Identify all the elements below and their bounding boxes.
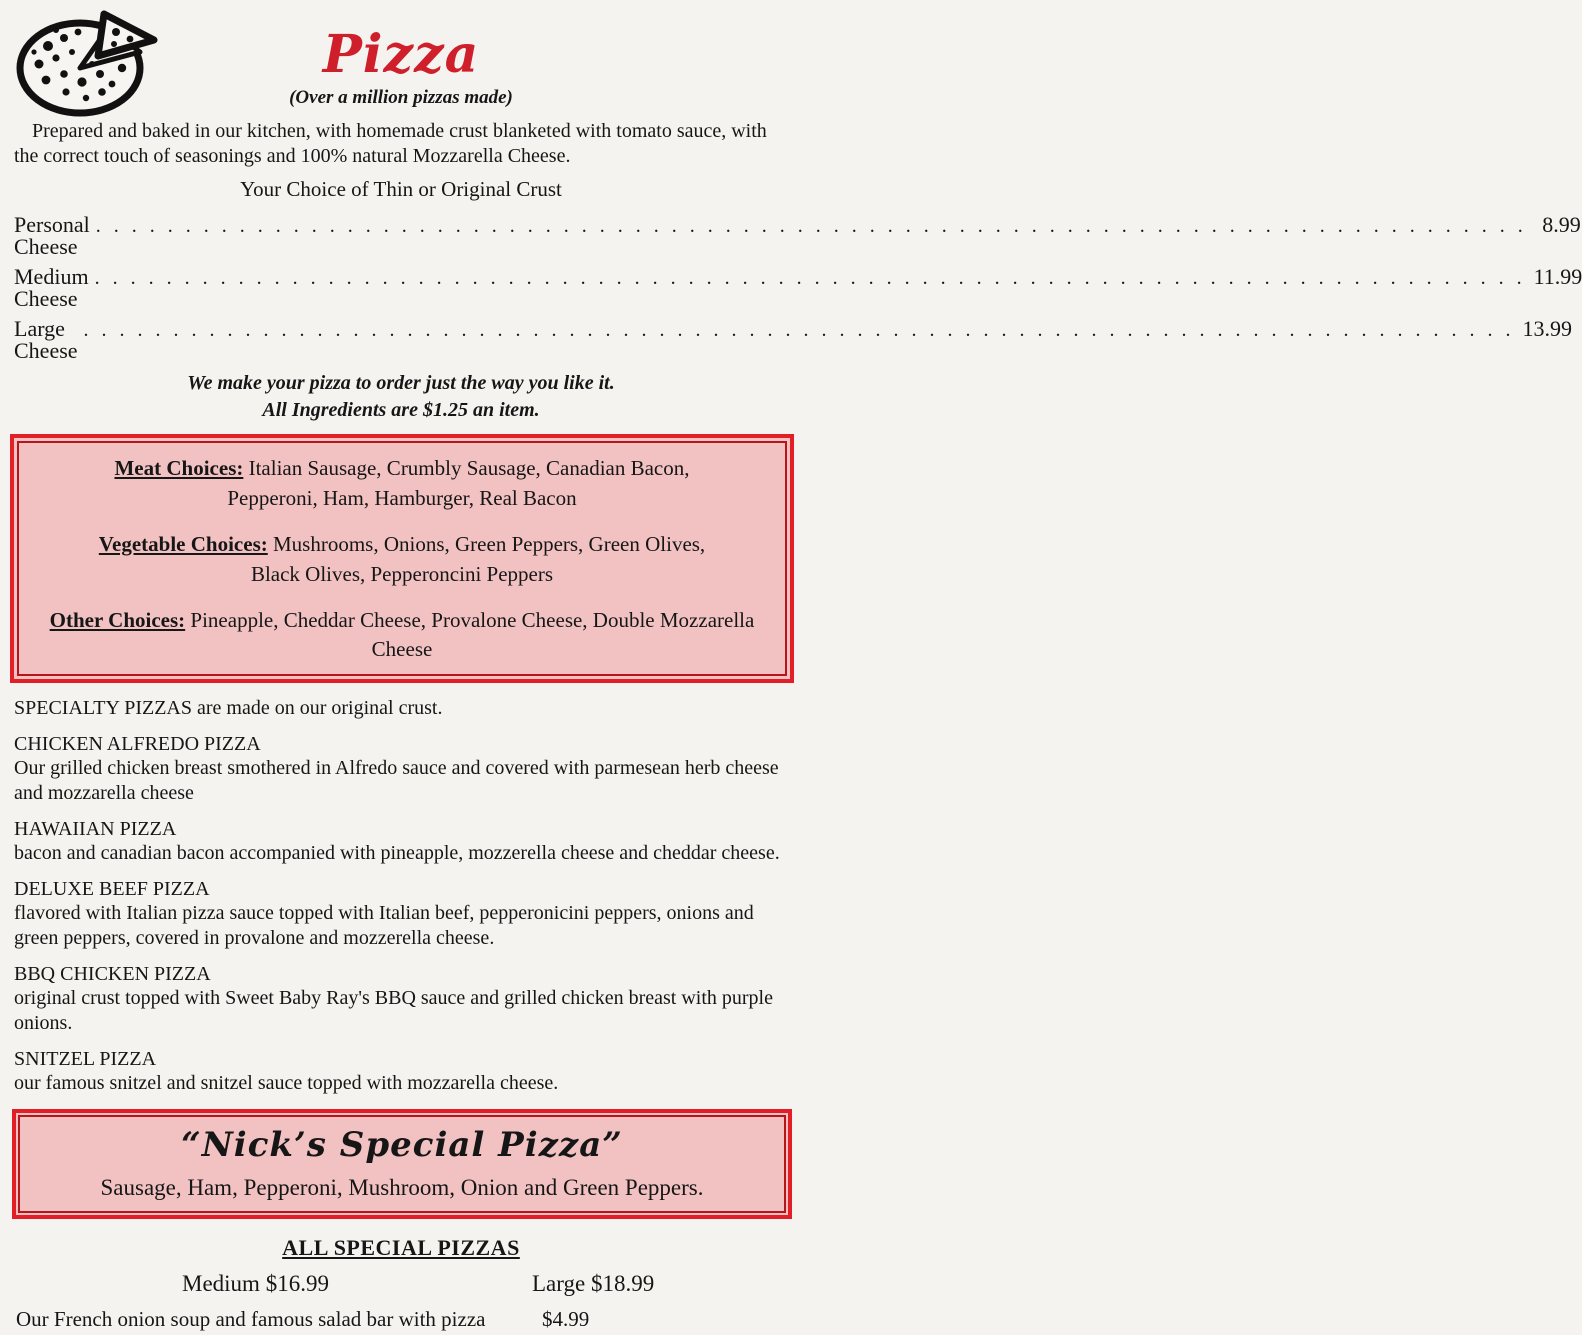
pizza-illustration <box>12 6 162 119</box>
dot-leader <box>95 268 1526 288</box>
toppings-choices-box <box>10 434 794 683</box>
meat-choices-line1: Italian Sausage, Crumbly Sausage, Canadian Bacon, <box>248 456 690 481</box>
large-special-price: Large $18.99 <box>532 1271 655 1297</box>
nicks-special-box <box>12 1109 792 1219</box>
meat-choices-label: Meat Choices: <box>114 456 244 481</box>
all-special-pizzas-heading: ALL SPECIAL PIZZAS <box>282 1235 520 1261</box>
meat-choices-group <box>38 454 766 514</box>
dot-leader <box>84 320 1515 340</box>
specialty-description: our famous snitzel and snitzel sauce topped with mozzarella cheese. <box>14 1071 559 1094</box>
specialty-name: BBQ CHICKEN PIZZA <box>14 963 211 986</box>
vegetable-choices-line1: Mushrooms, Onions, Green Peppers, Green Olives, <box>273 532 706 556</box>
item-name: Large Cheese <box>14 316 78 364</box>
item-price: 11.99 <box>1533 264 1582 290</box>
price-row-medium <box>14 264 1582 312</box>
order-notes <box>14 370 788 424</box>
soup-salad-price: $4.99 <box>542 1307 590 1332</box>
price-row-large <box>14 316 1573 364</box>
specialty-item-chicken-alfredo <box>14 733 788 805</box>
item-name: Medium Cheese <box>14 264 89 312</box>
item-price: 8.99 <box>1542 212 1581 238</box>
specialty-intro: SPECIALTY PIZZAS are made on our original crust. <box>14 697 443 720</box>
special-sizes-row <box>14 1271 788 1301</box>
page-title: Pizza <box>322 24 480 85</box>
note-line: All Ingredients are $1.25 an item. <box>262 399 540 422</box>
intro-paragraph: Prepared and baked in our kitchen, with homemade crust blanketed with tomato sauce, with the correct touch of seasonings and 100% natural Mozzarella Cheese. <box>14 119 767 167</box>
other-choices-line1: Pineapple, Cheddar Cheese, Provalone Cheese, Double Mozzarella Cheese <box>190 607 755 662</box>
specialty-description: bacon and canadian bacon accompanied with pineapple, mozzerella cheese and cheddar cheese. <box>14 842 780 865</box>
item-price: 13.99 <box>1522 316 1573 342</box>
specialty-name: SNITZEL PIZZA <box>14 1047 157 1070</box>
specialty-item-snitzel <box>14 1048 788 1095</box>
nicks-special-ingredients: Sausage, Ham, Pepperoni, Mushroom, Onion and Green Peppers. <box>100 1175 704 1201</box>
other-choices-group <box>38 606 766 666</box>
nicks-special-title: “Nick’s Special Pizza” <box>181 1125 623 1166</box>
soup-salad-label: Our French onion soup and famous salad bar with pizza <box>16 1307 486 1332</box>
meat-choices-line2: Pepperoni, Ham, Hamburger, Real Bacon <box>227 486 577 511</box>
specialty-description: original crust topped with Sweet Baby Ray's BBQ sauce and grilled chicken breast with purple onions. <box>14 987 773 1034</box>
soup-salad-row <box>14 1307 788 1335</box>
vegetable-choices-group <box>38 530 766 590</box>
item-name: Personal Cheese <box>14 212 90 260</box>
specialty-description: flavored with Italian pizza sauce topped with Italian beef, pepperonicini peppers, onions and green peppers, covered in provalone and mozzerella cheese. <box>14 902 754 949</box>
specialty-item-deluxe-beef <box>14 878 788 950</box>
page-subtitle: (Over a million pizzas made) <box>289 86 513 108</box>
vegetable-choices-line2: Black Olives, Pepperoncini Peppers <box>250 561 554 586</box>
other-choices-label: Other Choices: <box>49 607 186 632</box>
cheese-price-list <box>14 212 1582 364</box>
medium-special-price: Medium $16.99 <box>182 1271 329 1297</box>
crust-choice-line: Your Choice of Thin or Original Crust <box>240 177 562 202</box>
dot-leader <box>96 216 1527 236</box>
specialty-item-bbq-chicken <box>14 963 788 1035</box>
specialty-name: HAWAIIAN PIZZA <box>14 818 177 841</box>
specialty-name: CHICKEN ALFREDO PIZZA <box>14 733 261 756</box>
specialty-name: DELUXE BEEF PIZZA <box>14 878 210 901</box>
specialty-item-hawaiian <box>14 818 788 865</box>
price-row-personal <box>14 212 1581 260</box>
note-line: We make your pizza to order just the way you like it. <box>187 372 615 395</box>
specialty-description: Our grilled chicken breast smothered in Alfredo sauce and covered with parmesean herb cheese and mozzarella cheese <box>14 757 779 804</box>
vegetable-choices-label: Vegetable Choices: <box>98 532 268 556</box>
